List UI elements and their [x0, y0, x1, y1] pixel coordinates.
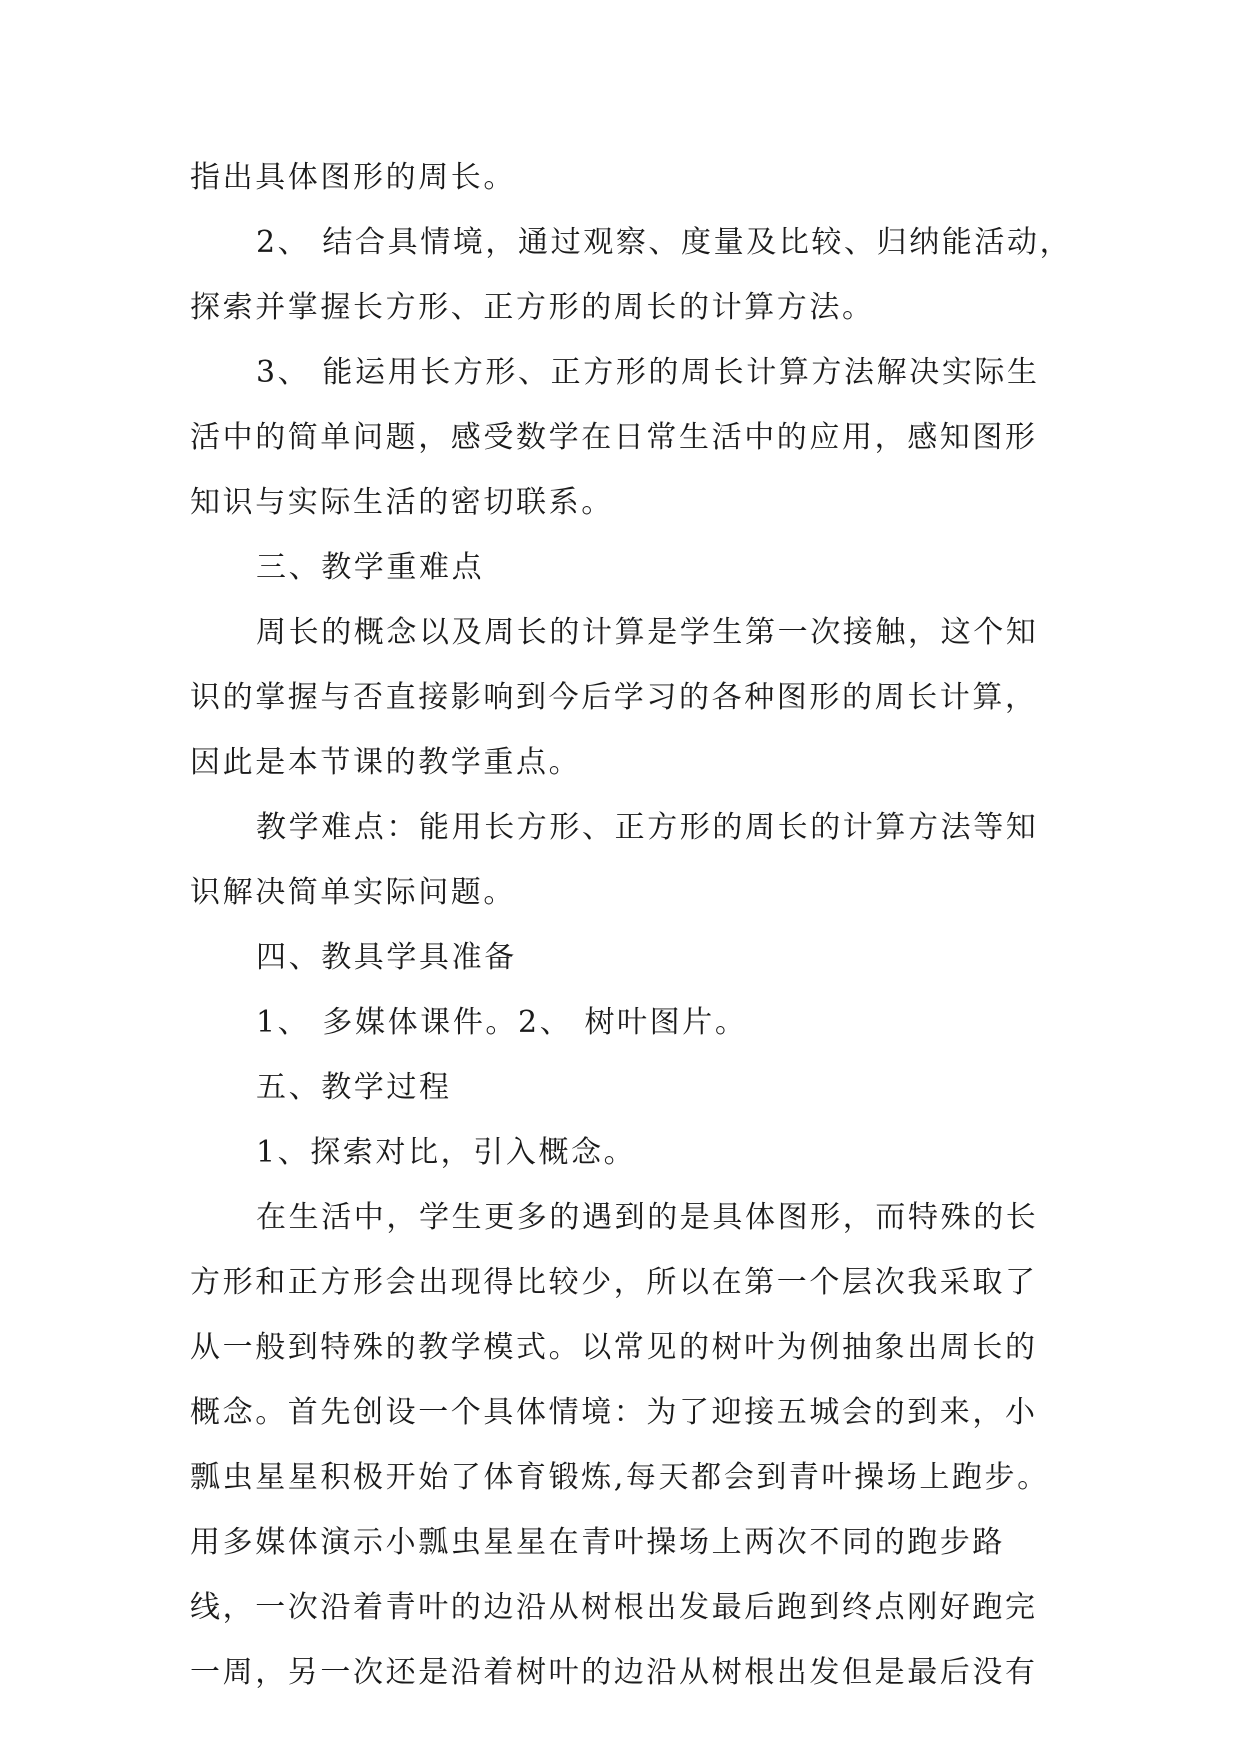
text-line: 一周，另一次还是沿着树叶的边沿从树根出发但是最后没有	[190, 1655, 1038, 1690]
text-line: 在生活中，学生更多的遇到的是具体图形，而特殊的长	[256, 1200, 1039, 1235]
text-line: 识的掌握与否直接影响到今后学习的各种图形的周长计算，	[190, 680, 1038, 715]
text-line: 用多媒体演示小瓢虫星星在青叶操场上两次不同的跑步路	[190, 1525, 1005, 1560]
text-line: 知识与实际生活的密切联系。	[190, 485, 614, 520]
section-heading: 五、教学过程	[256, 1070, 452, 1105]
document-body	[190, 158, 1080, 1718]
text-line: 线，一次沿着青叶的边沿从树根出发最后跑到终点刚好跑完	[190, 1590, 1038, 1625]
section-heading: 三、教学重难点	[256, 550, 485, 585]
text-line: 因此是本节课的教学重点。	[190, 745, 582, 780]
text-line: 识解决简单实际问题。	[190, 875, 516, 910]
text-line: 周长的概念以及周长的计算是学生第一次接触，这个知	[256, 615, 1039, 650]
text-line: 1、 多媒体课件。2、 树叶图片。	[256, 1005, 748, 1040]
subsection-heading: 1、探索对比，引入概念。	[256, 1135, 637, 1170]
text-line: 教学难点：能用长方形、正方形的周长的计算方法等知	[256, 810, 1039, 845]
text-line: 活中的简单问题，感受数学在日常生活中的应用，感知图形	[190, 420, 1038, 455]
text-line: 概念。首先创设一个具体情境：为了迎接五城会的到来，小	[190, 1395, 1038, 1430]
text-line: 从一般到特殊的教学模式。以常见的树叶为例抽象出周长的	[190, 1330, 1038, 1365]
section-heading: 四、教具学具准备	[256, 940, 517, 975]
text-line: 方形和正方形会出现得比较少，所以在第一个层次我采取了	[190, 1265, 1038, 1300]
text-line: 瓢虫星星积极开始了体育锻炼,每天都会到青叶操场上跑步。	[190, 1460, 1050, 1495]
text-line: 指出具体图形的周长。	[190, 160, 516, 195]
text-line: 2、 结合具情境，通过观察、度量及比较、归纳能活动，	[256, 225, 1073, 260]
text-line: 探索并掌握长方形、正方形的周长的计算方法。	[190, 290, 875, 325]
text-line: 3、 能运用长方形、正方形的周长计算方法解决实际生	[256, 355, 1040, 390]
